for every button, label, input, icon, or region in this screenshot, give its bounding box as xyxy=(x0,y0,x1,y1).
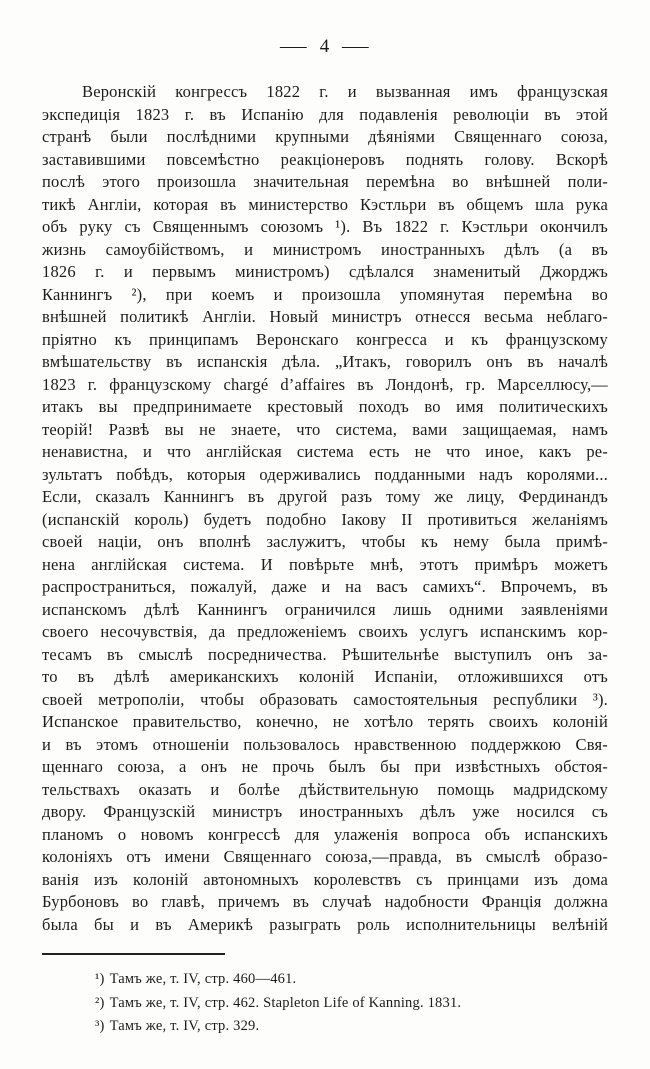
footnote-text: Тамъ же, т. IV, стр. 462. Stapleton Life of Kanning. 1831. xyxy=(109,994,462,1011)
text-line: (испанскій король) будетъ подобно Іакову II противиться желаніямъ xyxy=(42,509,608,529)
footnote xyxy=(42,1015,608,1039)
text-line: зультатъ побѣдъ, которыя одерживались подданными надъ королями... xyxy=(42,464,608,484)
text-line: странѣ были послѣдними крупными дѣяніями Священнаго союза, xyxy=(42,127,608,146)
text-line: объ руку съ Священнымъ союзомъ ¹). Въ 1822 г. Кэстльри окончилъ xyxy=(42,217,608,236)
text-line: своей метрополіи, чтобы образовать самостоятельныя республики ³). xyxy=(42,689,608,709)
text-line: и въ этомъ отношеніи пользовалось нравственною поддержкою Свя- xyxy=(42,734,608,754)
text-line: распространиться, пожалуй, даже и на васъ самихъ“. Впрочемъ, въ xyxy=(42,577,608,596)
footnotes-block xyxy=(42,968,608,1039)
text-line: своего несочувствія, да предложеніемъ своихъ услугъ испанскимъ кор- xyxy=(42,622,608,641)
footnote xyxy=(42,968,608,992)
page-number: 4 xyxy=(319,36,331,57)
text-line: 1823 г. французскому chargé d’affaires въ Лондонѣ, гр. Марселлюсу,— xyxy=(42,374,608,394)
page-header xyxy=(42,36,608,58)
header-right-dash: — xyxy=(342,36,371,57)
text-line: колоніяхъ отъ имени Священнаго союза,—правда, въ смыслѣ образо- xyxy=(42,847,608,866)
text-line: планомъ о новомъ конгрессѣ для улаженія вопроса объ испанскихъ xyxy=(42,824,608,844)
text-line: 1826 г. и первымъ министромъ) сдѣлался знаменитый Джорджъ xyxy=(42,262,608,281)
body-text xyxy=(42,81,608,936)
header-left-dash: — xyxy=(279,36,308,57)
text-line: итакъ вы предпринимаете крестовый походъ во имя политическихъ xyxy=(42,397,608,416)
footnote-marker: ¹) xyxy=(95,971,105,987)
text-line: двору. Французскій министръ иностранныхъ дѣлъ уже носился съ xyxy=(42,802,608,821)
text-line: своей націи, онъ вполнѣ заслужитъ, чтобы къ нему была примѣ- xyxy=(42,532,608,551)
footnote-text: Тамъ же, т. IV, стр. 460—461. xyxy=(109,971,297,987)
text-line: Каннингъ ²), при коемъ и произошла упомянутая перемѣна во xyxy=(42,284,608,304)
text-line: Бурбоновъ во главѣ, причемъ въ случаѣ надобности Франція должна xyxy=(42,892,608,911)
footnote xyxy=(42,992,608,1016)
text-line: тесамъ въ смыслѣ посредничества. Рѣшительнѣе выступилъ онъ за- xyxy=(42,644,608,664)
text-line: ванія изъ колоній автономныхъ королевствъ съ принцами изъ дома xyxy=(42,869,608,889)
text-line: Испанское правительство, конечно, не хотѣло терять своихъ колоній xyxy=(42,712,608,731)
text-line: вмѣшательству въ испанскія дѣла. „Итакъ, говорилъ онъ въ началѣ xyxy=(42,352,608,371)
text-line: теорій! Развѣ вы не знаете, что система, вами защищаемая, намъ xyxy=(42,419,608,439)
text-line: нена англійская система. И повѣрьте мнѣ, этотъ примѣръ можетъ xyxy=(42,554,608,574)
text-line: Веронскій конгрессъ 1822 г. и вызванная имъ французская xyxy=(82,82,608,101)
text-line: заставившими повсемѣстно реакціонеровъ поднять голову. Вскорѣ xyxy=(42,149,608,169)
text-line: жизнь самоубійствомъ, и министромъ иностранныхъ дѣлъ (а въ xyxy=(42,239,608,259)
text-line: экспедиція 1823 г. въ Испанію для подавленія революціи въ этой xyxy=(42,104,608,124)
text-line: тикѣ Англіи, которая въ министерство Кэстльри въ общемъ шла рука xyxy=(42,194,608,214)
footnote-marker: ³) xyxy=(95,1018,105,1034)
text-line: щеннаго союза, а онъ не прочь былъ бы при извѣстныхъ обстоя- xyxy=(42,757,608,776)
text-line: пріятно къ принципамъ Веронскаго конгресса и къ французскому xyxy=(42,329,608,349)
text-line: тельствахъ оказать и болѣе дѣйствительную помощь мадридскому xyxy=(42,779,608,799)
text-line: была бы и въ Америкѣ разыграть роль исполнительницы велѣній xyxy=(42,914,608,934)
text-line: ненавистна, и что англійская система есть не что иное, какъ ре- xyxy=(42,442,608,461)
text-line: Если, сказалъ Каннингъ въ другой разъ тому же лицу, Фердинандъ xyxy=(42,487,608,506)
text-line: испанскомъ дѣлѣ Каннингъ ограничился лишь одними заявленіями xyxy=(42,599,608,619)
footnote-marker: ²) xyxy=(95,994,105,1011)
footnote-separator xyxy=(42,953,225,955)
text-line: то въ дѣлѣ американскихъ колоній Испаніи, отложившихся отъ xyxy=(42,667,608,686)
footnote-text: Тамъ же, т. IV, стр. 329. xyxy=(109,1018,260,1034)
text-line: внѣшней политикѣ Англіи. Новый министръ отнесся весьма неблаго- xyxy=(42,307,608,326)
text-line: послѣ этого произошла значительная перемѣна во внѣшней поли- xyxy=(42,172,608,191)
